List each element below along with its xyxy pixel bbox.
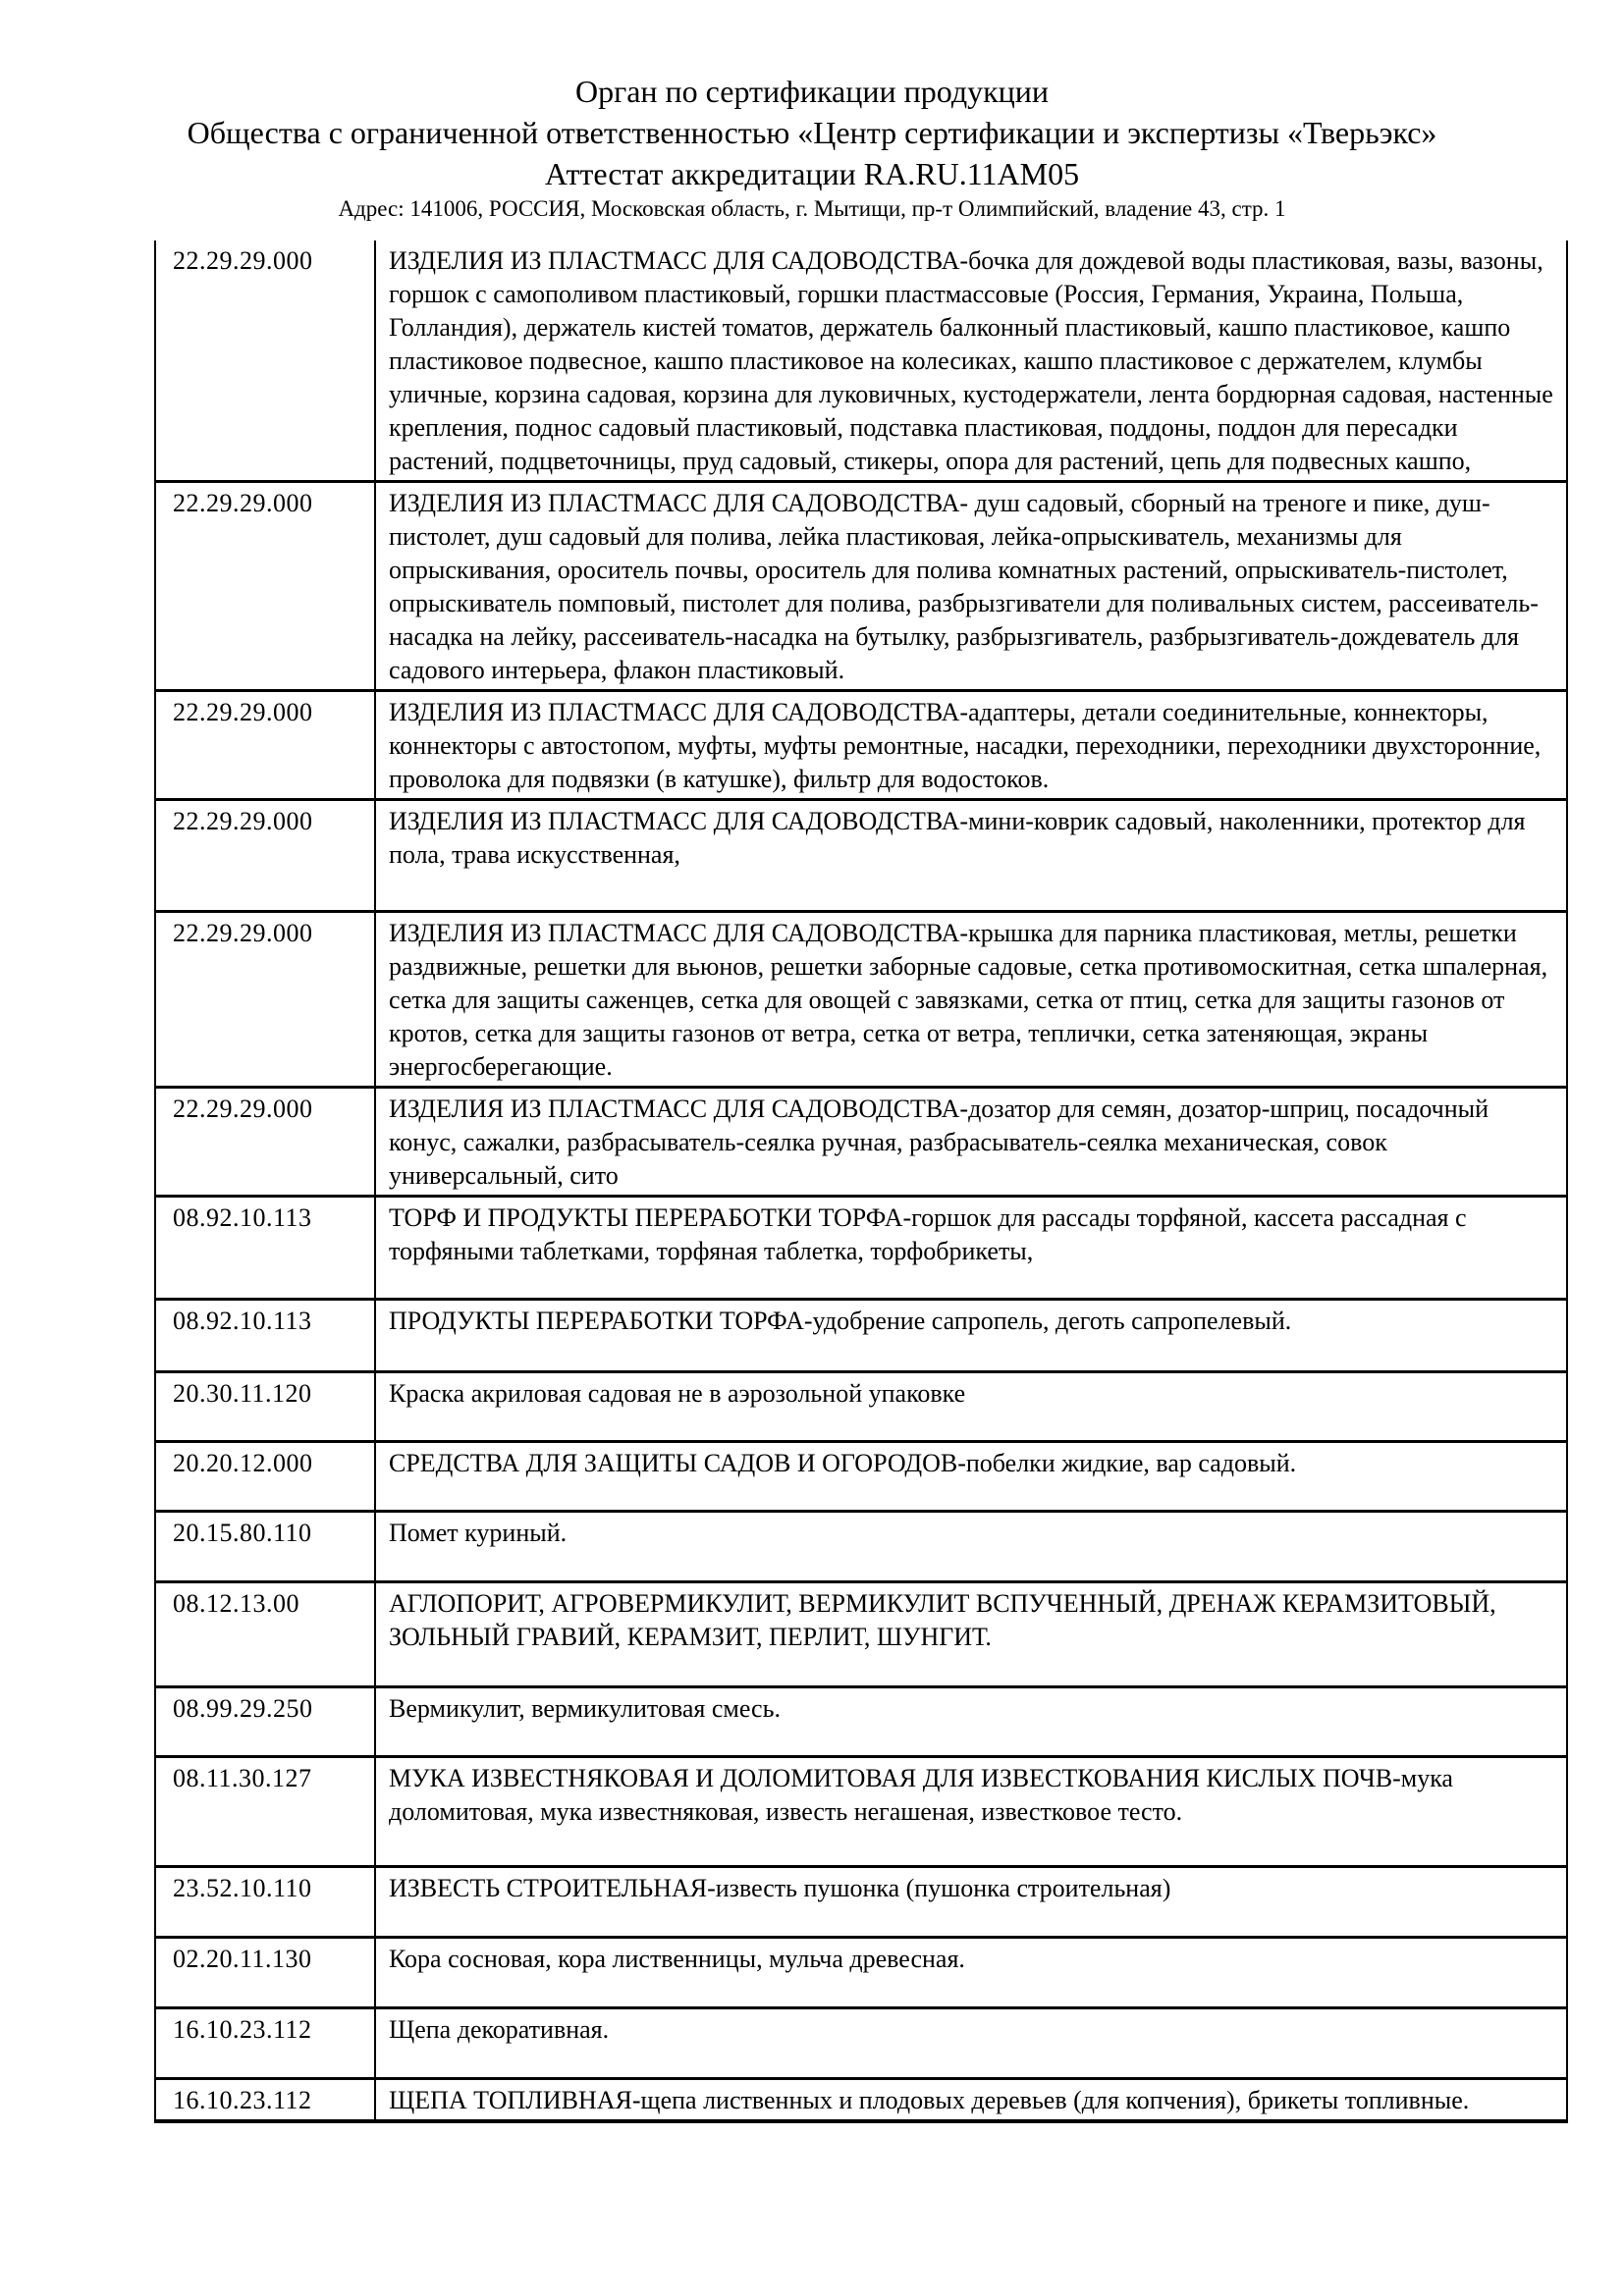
row-description: Щепа декоративная. [375,2008,1567,2079]
row-description: Краска акриловая садовая не в аэрозольной упаковке [375,1372,1567,1442]
header-company-name: Общества с ограниченной ответственностью «Центр сертификации и экспертизы «Тверьэкс» [187,115,1437,150]
row-code: 08.12.13.00 [155,1582,375,1687]
row-code: 22.29.29.000 [155,691,375,800]
row-code: 20.15.80.110 [155,1512,375,1582]
certification-products-table [154,240,1568,2123]
row-description: ЩЕПА ТОПЛИВНАЯ-щепа лиственных и плодовых деревьев (для копчения), брикеты топливные. [375,2079,1567,2122]
row-code: 16.10.23.112 [155,2008,375,2079]
row-description: ИЗДЕЛИЯ ИЗ ПЛАСТМАСС ДЛЯ САДОВОДСТВА-дозатор для семян, дозатор-шприц, посадочный конус, сажалки, разбрасыватель-сеялка ручная, разбрасыватель-сеялка механическая, совок универсальный, сито [375,1088,1567,1197]
table-row [155,1512,1567,1582]
table-row [155,2008,1567,2079]
row-description: СРЕДСТВА ДЛЯ ЗАЩИТЫ САДОВ И ОГОРОДОВ-побелки жидкие, вар садовый. [375,1442,1567,1512]
row-description: ИЗДЕЛИЯ ИЗ ПЛАСТМАСС ДЛЯ САДОВОДСТВА-бочка для дождевой воды пластиковая, вазы, вазоны, горшок с самополивом пластиковый, горшки пластмассовые (Россия, Германия, Украина, Польша, Голландия), держатель кистей томатов, держатель балконный пластиковый, кашпо пластиковое, кашпо пластиковое подвесное, кашпо пластиковое на колесиках, кашпо пластиковое с держателем, клумбы уличные, корзина садовая, корзина для луковичных, кустодержатели, лента бордюрная садовая, настенные крепления, поднос садовый пластиковый, подставка пластиковая, поддоны, поддон для пересадки растений, подцветочницы, пруд садовый, стикеры, опора для растений, цепь для подвесных кашпо, [375,240,1567,482]
table-row [155,1372,1567,1442]
row-description: АГЛОПОРИТ, АГРОВЕРМИКУЛИТ, ВЕРМИКУЛИТ ВСПУЧЕННЫЙ, ДРЕНАЖ КЕРАМЗИТОВЫЙ, ЗОЛЬНЫЙ ГРАВИЙ, КЕРАМЗИТ, ПЕРЛИТ, ШУНГИТ. [375,1582,1567,1687]
row-code: 22.29.29.000 [155,800,375,912]
table-row [155,1300,1567,1372]
row-description: Кора сосновая, кора лиственницы, мульча древесная. [375,1938,1567,2008]
row-code: 08.92.10.113 [155,1300,375,1372]
row-description: ИЗВЕСТЬ СТРОИТЕЛЬНАЯ-известь пушонка (пушонка строительная) [375,1867,1567,1938]
row-code: 02.20.11.130 [155,1938,375,2008]
row-code: 20.30.11.120 [155,1372,375,1442]
header-accreditation: Аттестат аккредитации RA.RU.11АМ05 [544,156,1080,191]
table-row [155,1442,1567,1512]
row-description: ПРОДУКТЫ ПЕРЕРАБОТКИ ТОРФА-удобрение сапропель, деготь сапропелевый. [375,1300,1567,1372]
table-row [155,1938,1567,2008]
table-row [155,800,1567,912]
table-row [155,1757,1567,1867]
row-code: 22.29.29.000 [155,240,375,482]
table-row [155,1687,1567,1757]
table-row [155,1867,1567,1938]
row-code: 22.29.29.000 [155,1088,375,1197]
row-code: 16.10.23.112 [155,2079,375,2122]
table-body [155,240,1567,2121]
table-row [155,482,1567,691]
header-org-title: Орган по сертификации продукции [574,74,1050,109]
row-code: 23.52.10.110 [155,1867,375,1938]
table-row [155,691,1567,800]
table-row [155,1582,1567,1687]
row-code: 22.29.29.000 [155,912,375,1088]
table-row [155,1088,1567,1197]
row-description: ИЗДЕЛИЯ ИЗ ПЛАСТМАСС ДЛЯ САДОВОДСТВА-мини-коврик садовый, наколенники, протектор для пола, трава искусственная, [375,800,1567,912]
row-code: 08.92.10.113 [155,1197,375,1300]
row-description: Вермикулит, вермикулитовая смесь. [375,1687,1567,1757]
table-row [155,1197,1567,1300]
row-description: МУКА ИЗВЕСТНЯКОВАЯ И ДОЛОМИТОВАЯ ДЛЯ ИЗВЕСТКОВАНИЯ КИСЛЫХ ПОЧВ-мука доломитовая, мука известняковая, известь негашеная, известковое тесто. [375,1757,1567,1867]
table-row [155,240,1567,482]
table-row [155,912,1567,1088]
header-address: Адрес: 141006, РОССИЯ, Московская область, г. Мытищи, пр-т Олимпийский, владение 43, стр. 1 [338,196,1286,221]
table-row [155,2079,1567,2122]
row-description: ИЗДЕЛИЯ ИЗ ПЛАСТМАСС ДЛЯ САДОВОДСТВА- душ садовый, сборный на треноге и пике, душ-пистолет, душ садовый для полива, лейка пластиковая, лейка-опрыскиватель, механизмы для опрыскивания, ороситель почвы, ороситель для полива комнатных растений, опрыскиватель-пистолет, опрыскиватель помповый, пистолет для полива, разбрызгиватели для поливальных систем, рассеиватель-насадка на лейку, рассеиватель-насадка на бутылку, разбрызгиватель, разбрызгиватель-дождеватель для садового интерьера, флакон пластиковый. [375,482,1567,691]
row-description: ИЗДЕЛИЯ ИЗ ПЛАСТМАСС ДЛЯ САДОВОДСТВА-крышка для парника пластиковая, метлы, решетки раздвижные, решетки для вьюнов, решетки заборные садовые, сетка противомоскитная, сетка шпалерная, сетка для защиты саженцев, сетка для овощей с завязками, сетка от птиц, сетка для защиты газонов от кротов, сетка для защиты газонов от ветра, сетка от ветра, теплички, сетка затеняющая, экраны энергосберегающие. [375,912,1567,1088]
row-description: ТОРФ И ПРОДУКТЫ ПЕРЕРАБОТКИ ТОРФА-горшок для рассады торфяной, кассета рассадная с торфяными таблетками, торфяная таблетка, торфобрикеты, [375,1197,1567,1300]
row-code: 20.20.12.000 [155,1442,375,1512]
row-description: ИЗДЕЛИЯ ИЗ ПЛАСТМАСС ДЛЯ САДОВОДСТВА-адаптеры, детали соединительные, коннекторы, коннекторы с автостопом, муфты, муфты ремонтные, насадки, переходники, переходники двухсторонние, проволока для подвязки (в катушке), фильтр для водостоков. [375,691,1567,800]
row-code: 08.11.30.127 [155,1757,375,1867]
document-header [0,0,1624,224]
row-code: 08.99.29.250 [155,1687,375,1757]
row-code: 22.29.29.000 [155,482,375,691]
row-description: Помет куриный. [375,1512,1567,1582]
